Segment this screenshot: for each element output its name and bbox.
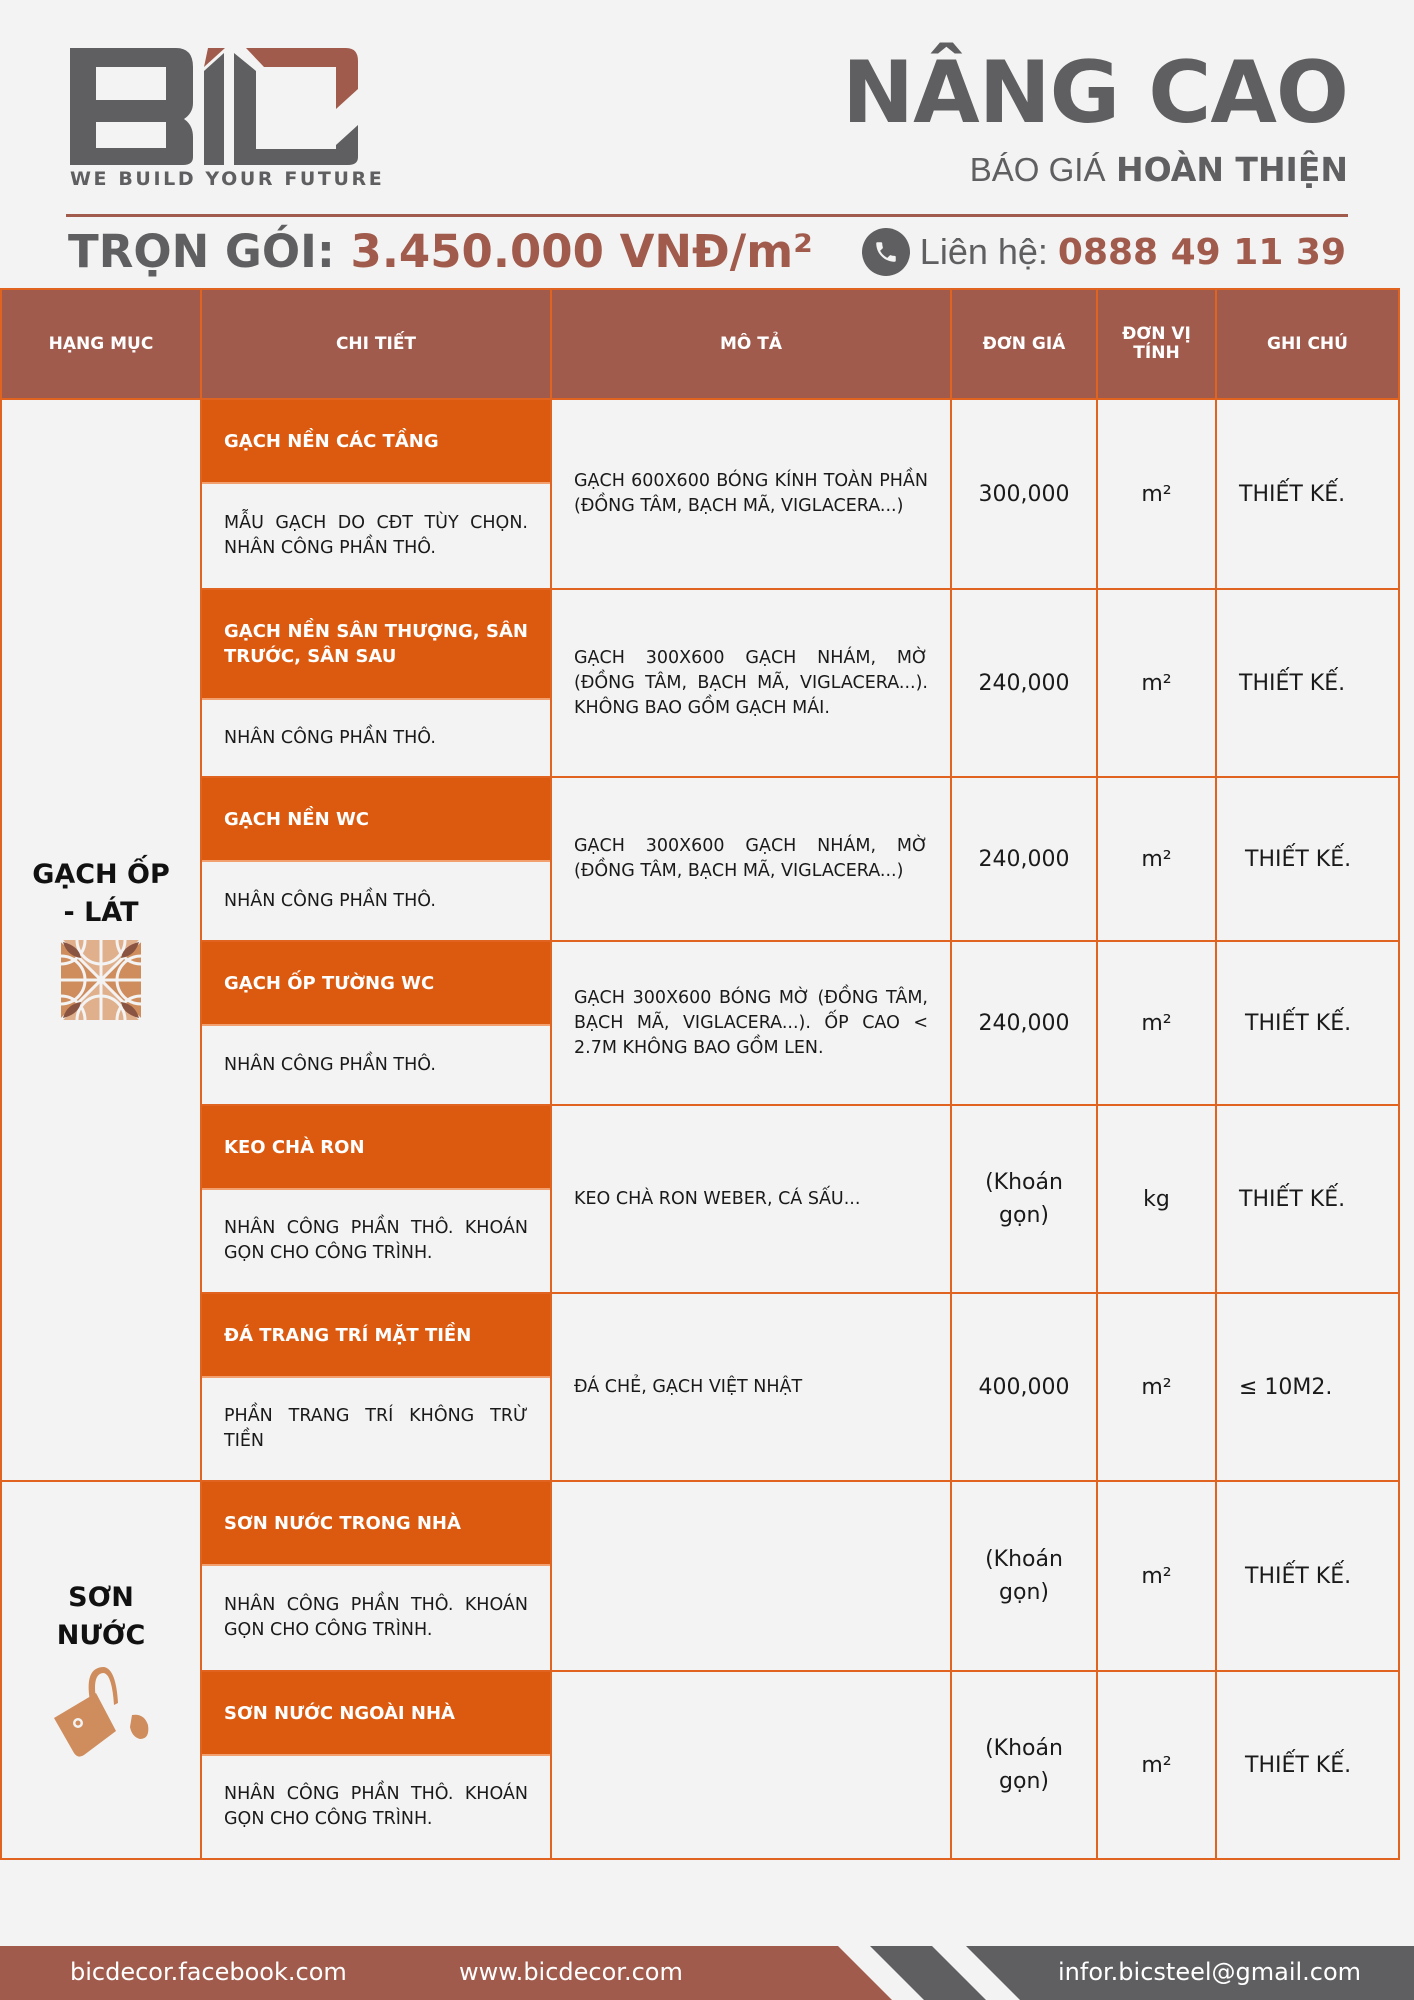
item-description: KEO CHÀ RON WEBER, CÁ SẤU... [552, 1106, 952, 1292]
header-divider [66, 214, 1348, 217]
item-note: THIẾT KẾ. [1245, 1563, 1352, 1589]
item-unit: m² [1098, 942, 1217, 1104]
table-row [202, 776, 1398, 940]
table-row [202, 1670, 1398, 1858]
item-price: 300,000 [952, 400, 1098, 588]
item-price: 240,000 [952, 778, 1098, 940]
item-unit: m² [1098, 1294, 1217, 1480]
column-header-unit: ĐƠN VỊ TÍNH [1098, 290, 1217, 398]
item-description [552, 1672, 952, 1858]
table-row [202, 400, 1398, 588]
item-note: ≤ 10M2. [1239, 1374, 1333, 1400]
paint-bucket-icon [46, 1663, 156, 1762]
item-note: THIẾT KẾ. [1239, 670, 1346, 696]
item-unit: m² [1098, 590, 1217, 776]
item-note: THIẾT KẾ. [1245, 1752, 1352, 1778]
logo-tagline: WE BUILD YOUR FUTURE [70, 168, 385, 190]
item-note: THIẾT KẾ. [1245, 1010, 1352, 1036]
detail-cell [202, 590, 552, 776]
tile-pattern-icon [61, 940, 141, 1024]
page-title: NÂNG CAO [842, 43, 1348, 143]
item-detail: NHÂN CÔNG PHẦN THÔ. [202, 1024, 550, 1104]
page-subtitle [970, 150, 1348, 189]
item-unit: m² [1098, 1672, 1217, 1858]
item-unit: kg [1098, 1106, 1217, 1292]
item-price: (Khoán gọn) [952, 1106, 1098, 1292]
table-row [202, 588, 1398, 776]
item-title: SƠN NƯỚC NGOÀI NHÀ [202, 1672, 550, 1754]
column-header-price: ĐƠN GIÁ [952, 290, 1098, 398]
item-price: 240,000 [952, 590, 1098, 776]
contact-phone[interactable]: 0888 49 11 39 [1057, 231, 1346, 273]
item-description: GẠCH 300X600 GẠCH NHÁM, MỜ (ĐỒNG TÂM, BẠCH MÃ, VIGLACERA...) [552, 778, 952, 940]
column-header-category: HẠNG MỤC [2, 290, 202, 398]
column-header-description: MÔ TẢ [552, 290, 952, 398]
item-unit: m² [1098, 400, 1217, 588]
company-logo [68, 45, 358, 170]
column-header-detail: CHI TIẾT [202, 290, 552, 398]
detail-cell [202, 1294, 552, 1480]
price-table [0, 288, 1400, 1860]
detail-cell [202, 1106, 552, 1292]
category-label: SƠN NƯỚC [56, 1581, 146, 1651]
footer-website-link[interactable]: www.bicdecor.com [459, 1958, 683, 1986]
item-note: THIẾT KẾ. [1239, 1186, 1346, 1212]
contact-label: Liên hệ: [919, 231, 1048, 272]
phone-icon [862, 228, 910, 276]
item-price: 240,000 [952, 942, 1098, 1104]
item-title: GẠCH NỀN WC [202, 778, 550, 860]
category-cell [2, 1482, 202, 1858]
item-description: GẠCH 300X600 BÓNG MỜ (ĐỒNG TÂM, BẠCH MÃ, VIGLACERA...). ỐP CAO < 2.7M KHÔNG BAO GỒM LEN. [552, 942, 952, 1104]
column-header-note: GHI CHÚ [1267, 333, 1348, 354]
item-detail: MẪU GẠCH DO CĐT TÙY CHỌN. NHÂN CÔNG PHẦN THÔ. [202, 482, 550, 588]
item-price: (Khoán gọn) [952, 1672, 1098, 1858]
package-price: 3.450.000 VNĐ/m² [350, 225, 813, 278]
category-rows [202, 1482, 1398, 1858]
table-row [202, 1482, 1398, 1670]
table-row [202, 940, 1398, 1104]
table-row [202, 1292, 1398, 1480]
item-title: SƠN NƯỚC TRONG NHÀ [202, 1482, 550, 1564]
contact-info [862, 226, 1346, 278]
item-title: GẠCH ỐP TƯỜNG WC [202, 942, 550, 1024]
package-label: TRỌN GÓI: [68, 225, 335, 278]
item-unit: m² [1098, 778, 1217, 940]
item-price: 400,000 [952, 1294, 1098, 1480]
detail-cell [202, 400, 552, 588]
table-header [2, 290, 1398, 398]
item-description: ĐÁ CHẺ, GẠCH VIỆT NHẬT [552, 1294, 952, 1480]
item-note: THIẾT KẾ. [1239, 481, 1346, 507]
item-detail: NHÂN CÔNG PHẦN THÔ. KHOÁN GỌN CHO CÔNG TRÌNH. [202, 1564, 550, 1670]
item-detail: NHÂN CÔNG PHẦN THÔ. KHOÁN GỌN CHO CÔNG TRÌNH. [202, 1188, 550, 1292]
item-description [552, 1482, 952, 1670]
subtitle-light: BÁO GIÁ [969, 151, 1106, 188]
subtitle-bold: HOÀN THIỆN [1116, 150, 1348, 189]
footer-facebook-link[interactable]: bicdecor.facebook.com [70, 1958, 347, 1986]
item-title: GẠCH NỀN CÁC TẦNG [202, 400, 550, 482]
category-cell [2, 400, 202, 1480]
item-detail: PHẦN TRANG TRÍ KHÔNG TRỪ TIỀN [202, 1376, 550, 1480]
detail-cell [202, 778, 552, 940]
item-detail: NHÂN CÔNG PHẦN THÔ. [202, 698, 550, 776]
item-detail: NHÂN CÔNG PHẦN THÔ. KHOÁN GỌN CHO CÔNG TRÌNH. [202, 1754, 550, 1858]
category-label: GẠCH ỐP - LÁT [32, 859, 170, 928]
detail-cell [202, 942, 552, 1104]
category-group-paint [2, 1480, 1398, 1858]
item-unit: m² [1098, 1482, 1217, 1670]
item-title: GẠCH NỀN SÂN THƯỢNG, SÂN TRƯỚC, SÂN SAU [202, 590, 550, 698]
item-price: (Khoán gọn) [952, 1482, 1098, 1670]
item-title: KEO CHÀ RON [202, 1106, 550, 1188]
package-price-banner [68, 224, 813, 280]
item-note: THIẾT KẾ. [1245, 846, 1352, 872]
item-title: ĐÁ TRANG TRÍ MẶT TIỀN [202, 1294, 550, 1376]
table-row [202, 1104, 1398, 1292]
category-group-tiles [2, 398, 1398, 1480]
detail-cell [202, 1482, 552, 1670]
footer-email-link[interactable]: infor.bicsteel@gmail.com [1058, 1958, 1362, 1986]
item-detail: NHÂN CÔNG PHẦN THÔ. [202, 860, 550, 940]
bic-logo-icon [68, 45, 358, 170]
detail-cell [202, 1672, 552, 1858]
item-description: GẠCH 300X600 GẠCH NHÁM, MỜ (ĐỒNG TÂM, BẠCH MÃ, VIGLACERA...). KHÔNG BAO GỒM GẠCH MÁI. [552, 590, 952, 776]
item-description: GẠCH 600X600 BÓNG KÍNH TOÀN PHẦN (ĐỒNG TÂM, BẠCH MÃ, VIGLACERA...) [552, 400, 952, 588]
category-rows [202, 400, 1398, 1480]
